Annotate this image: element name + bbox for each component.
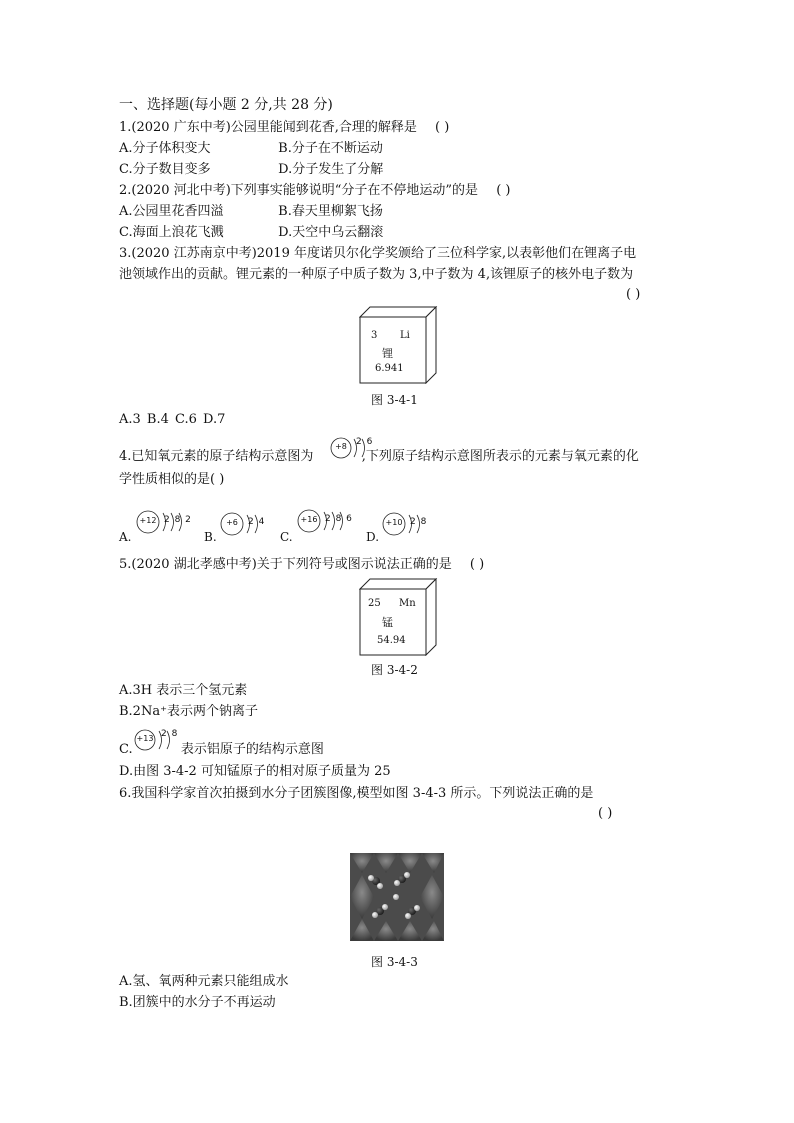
q6-option-a: A.氢、氧两种元素只能组成水 — [119, 974, 289, 989]
q5-stem-text: 5.(2020 湖北孝感中考)关于下列符号或图示说法正确的是 — [119, 557, 452, 572]
q4-stem-line2: 学性质相似的是( ) — [119, 472, 225, 487]
q4-option-d-nucleus: +10 — [385, 518, 403, 527]
q1-option-b: B.分子在不断运动 — [278, 141, 383, 156]
q2-options-row1 — [119, 204, 383, 220]
q4-option-a-shells: 2 8 2 — [164, 515, 192, 525]
q2-stem — [119, 183, 510, 199]
q5-stem — [119, 557, 484, 573]
q1-options-row2 — [119, 162, 383, 178]
li-symbol: Li — [400, 330, 410, 341]
mn-atomic-number: 25 — [368, 598, 381, 609]
q5-option-b: B.2Na⁺表示两个钠离子 — [119, 704, 258, 719]
mn-name: 锰 — [382, 616, 393, 629]
q3-options: A.3 B.4 C.6 D.7 — [119, 412, 226, 427]
q1-stem — [119, 120, 449, 136]
q5-answer-paren: ( ) — [469, 557, 485, 572]
q4-option-b-atom — [219, 512, 269, 542]
q2-answer-paren: ( ) — [496, 183, 511, 198]
q4-option-d-shells: 2 8 — [410, 517, 428, 527]
q4-stem-line1 — [119, 449, 639, 465]
mn-atomic-mass: 54.94 — [377, 635, 406, 646]
q1-answer-paren: ( ) — [435, 120, 450, 135]
q4-option-b-nucleus: +6 — [226, 518, 238, 527]
mn-element-cell — [359, 578, 439, 656]
li-name: 锂 — [382, 347, 393, 360]
q2-stem-text: 2.(2020 河北中考)下列事实能够说明“分子在不停地运动”的是 — [119, 183, 479, 198]
q5-option-c-text: 表示铝原子的结构示意图 — [180, 742, 324, 757]
q4-option-a-nucleus: +12 — [139, 516, 157, 525]
q4-option-d-atom — [381, 512, 431, 542]
q3-answer-paren: ( ) — [626, 287, 641, 302]
figure-caption-3-4-1: 图 3-4-1 — [371, 393, 418, 407]
q4-option-b-shells: 2 4 — [248, 517, 266, 527]
oxygen-shell-electrons: 2 6 — [356, 437, 374, 447]
q4-option-a-atom — [135, 510, 195, 540]
figure-caption-3-4-2: 图 3-4-2 — [371, 663, 418, 677]
aluminum-nucleus-charge: +13 — [136, 734, 154, 743]
aluminum-shell-electrons: 2 8 — [161, 729, 179, 739]
q4-option-d-label: D. — [366, 530, 380, 544]
q3-stem-line2: 池领域作出的贡献。锂元素的一种原子中质子数为 3,中子数为 4,该锂原子的核外电子数为 — [119, 267, 634, 282]
aluminum-atom-diagram — [133, 728, 179, 758]
q2-option-d: D.天空中乌云翻滚 — [278, 225, 384, 240]
q2-options-row2 — [119, 225, 383, 241]
q6-stem: 6.我国科学家首次拍摄到水分子团簇图像,模型如图 3-4-3 所示。下列说法正确的是 — [119, 786, 594, 801]
q4-option-a-label: A. — [119, 530, 132, 544]
q4-option-c-label: C. — [280, 530, 293, 544]
li-atomic-number: 3 — [371, 330, 378, 341]
q2-option-a: A.公园里花香四溢 — [119, 204, 224, 219]
q6-answer-paren: ( ) — [598, 806, 613, 821]
q1-option-c: C.分子数目变多 — [119, 162, 211, 177]
q5-option-a: A.3H 表示三个氢元素 — [119, 683, 248, 698]
q3-stem-line1: 3.(2020 江苏南京中考)2019 年度诺贝尔化学奖颁给了三位科学家,以表彰他们在锂离子电 — [119, 246, 637, 261]
q5-option-c-label: C. — [119, 742, 133, 757]
figure-caption-3-4-3: 图 3-4-3 — [371, 955, 418, 969]
q2-option-c: C.海面上浪花飞溅 — [119, 225, 224, 240]
q5-option-d: D.由图 3-4-2 可知锰原子的相对原子质量为 25 — [119, 764, 391, 779]
li-element-cell — [359, 306, 439, 384]
q6-option-b: B.团簇中的水分子不再运动 — [119, 995, 276, 1010]
q4-option-c-atom — [296, 509, 356, 539]
q2-option-b: B.春天里柳絮飞扬 — [278, 204, 383, 219]
q4-option-c-nucleus: +16 — [300, 515, 318, 524]
q4-stem-post: ,下列原子结构示意图所表示的元素与氧元素的化 — [361, 449, 639, 464]
q4-option-b-label: B. — [204, 530, 217, 544]
oxygen-atom-diagram — [329, 436, 373, 466]
mn-symbol: Mn — [399, 598, 416, 609]
q1-option-d: D.分子发生了分解 — [278, 162, 384, 177]
water-cluster-image — [350, 853, 444, 941]
li-atomic-mass: 6.941 — [375, 363, 404, 374]
q1-stem-text: 1.(2020 广东中考)公园里能闻到花香,合理的解释是 — [119, 120, 417, 135]
oxygen-nucleus-charge: +8 — [335, 442, 347, 451]
section-title: 一、选择题(每小题 2 分,共 28 分) — [119, 97, 333, 113]
q4-stem-pre: 4.已知氧元素的原子结构示意图为 — [119, 449, 314, 464]
q4-option-c-shells: 2 8 6 — [325, 514, 353, 524]
q1-options-row1 — [119, 141, 383, 157]
q1-option-a: A.分子体积变大 — [119, 141, 211, 156]
